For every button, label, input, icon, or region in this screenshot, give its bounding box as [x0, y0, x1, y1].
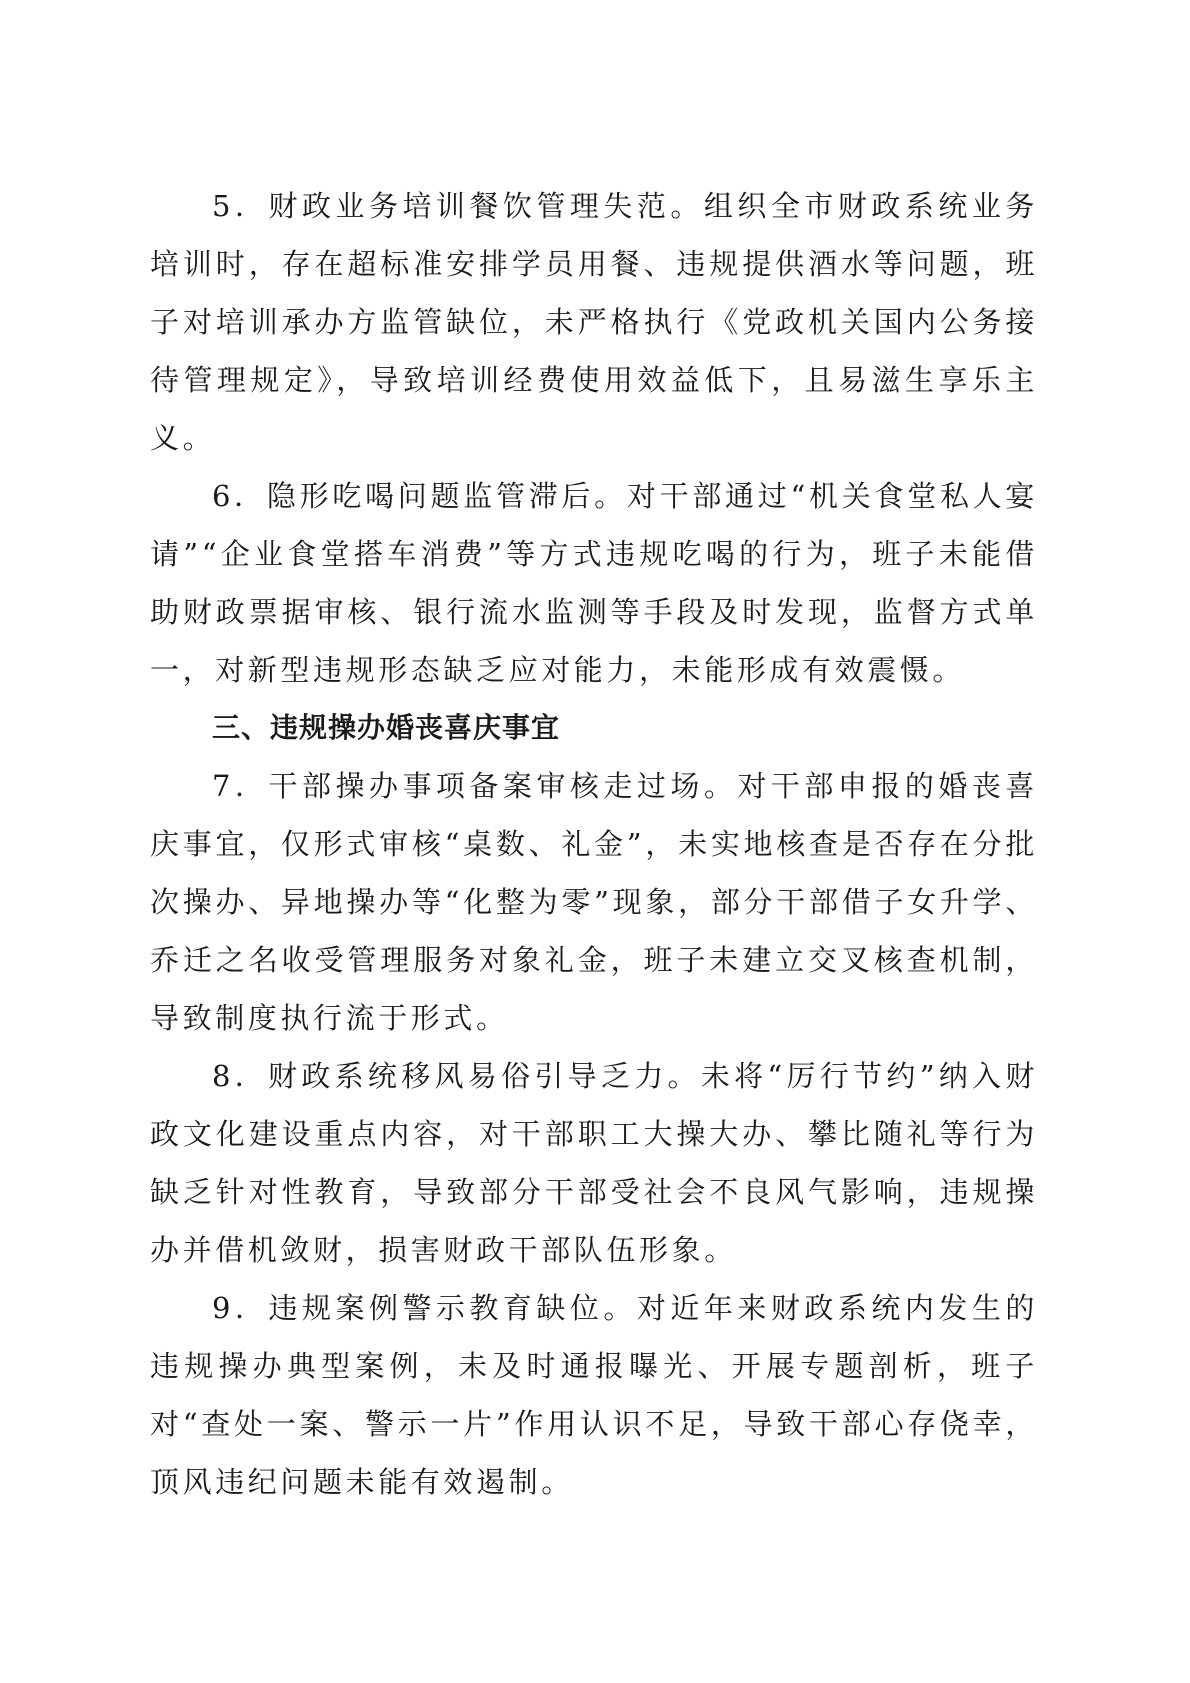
- paragraph-item-6: 6．隐形吃喝问题监管滞后。对干部通过“机关食堂私人宴请”“企业食堂搭车消费”等方式违规吃喝的行为，班子未能借助财政票据审核、银行流水监测等手段及时发现，监督方式单一，对新型违规形态缺乏应对能力，未能形成有效震慑。: [150, 479, 1038, 687]
- paragraph-item-9: 9．违规案例警示教育缺位。对近年来财政系统内发生的违规操办典型案例，未及时通报曝光、开展专题剖析，班子对“查处一案、警示一片”作用认识不足，导致干部心存侥幸，顶风违纪问题未能有效遏制。: [150, 1291, 1038, 1499]
- paragraph-item-5: 5．财政业务培训餐饮管理失范。组织全市财政系统业务培训时，存在超标准安排学员用餐、违规提供酒水等问题，班子对培训承办方监管缺位，未严格执行《党政机关国内公务接待管理规定》，导致培训经费使用效益低下，且易滋生享乐主义。: [150, 189, 1038, 455]
- paragraph-item-8: 8．财政系统移风易俗引导乏力。未将“厉行节约”纳入财政文化建设重点内容，对干部职工大操大办、攀比随礼等行为缺乏针对性教育，导致部分干部受社会不良风气影响，违规操办并借机敛财，损害财政干部队伍形象。: [150, 1059, 1038, 1267]
- section-heading-3: 三、违规操办婚丧喜庆事宜: [212, 711, 561, 744]
- paragraph-item-7: 7．干部操办事项备案审核走过场。对干部申报的婚丧喜庆事宜，仅形式审核“桌数、礼金”，未实地核查是否存在分批次操办、异地操办等“化整为零”现象，部分干部借子女升学、乔迁之名收受管理服务对象礼金，班子未建立交叉核查机制，导致制度执行流于形式。: [150, 769, 1038, 1035]
- document-body: [150, 177, 1038, 1511]
